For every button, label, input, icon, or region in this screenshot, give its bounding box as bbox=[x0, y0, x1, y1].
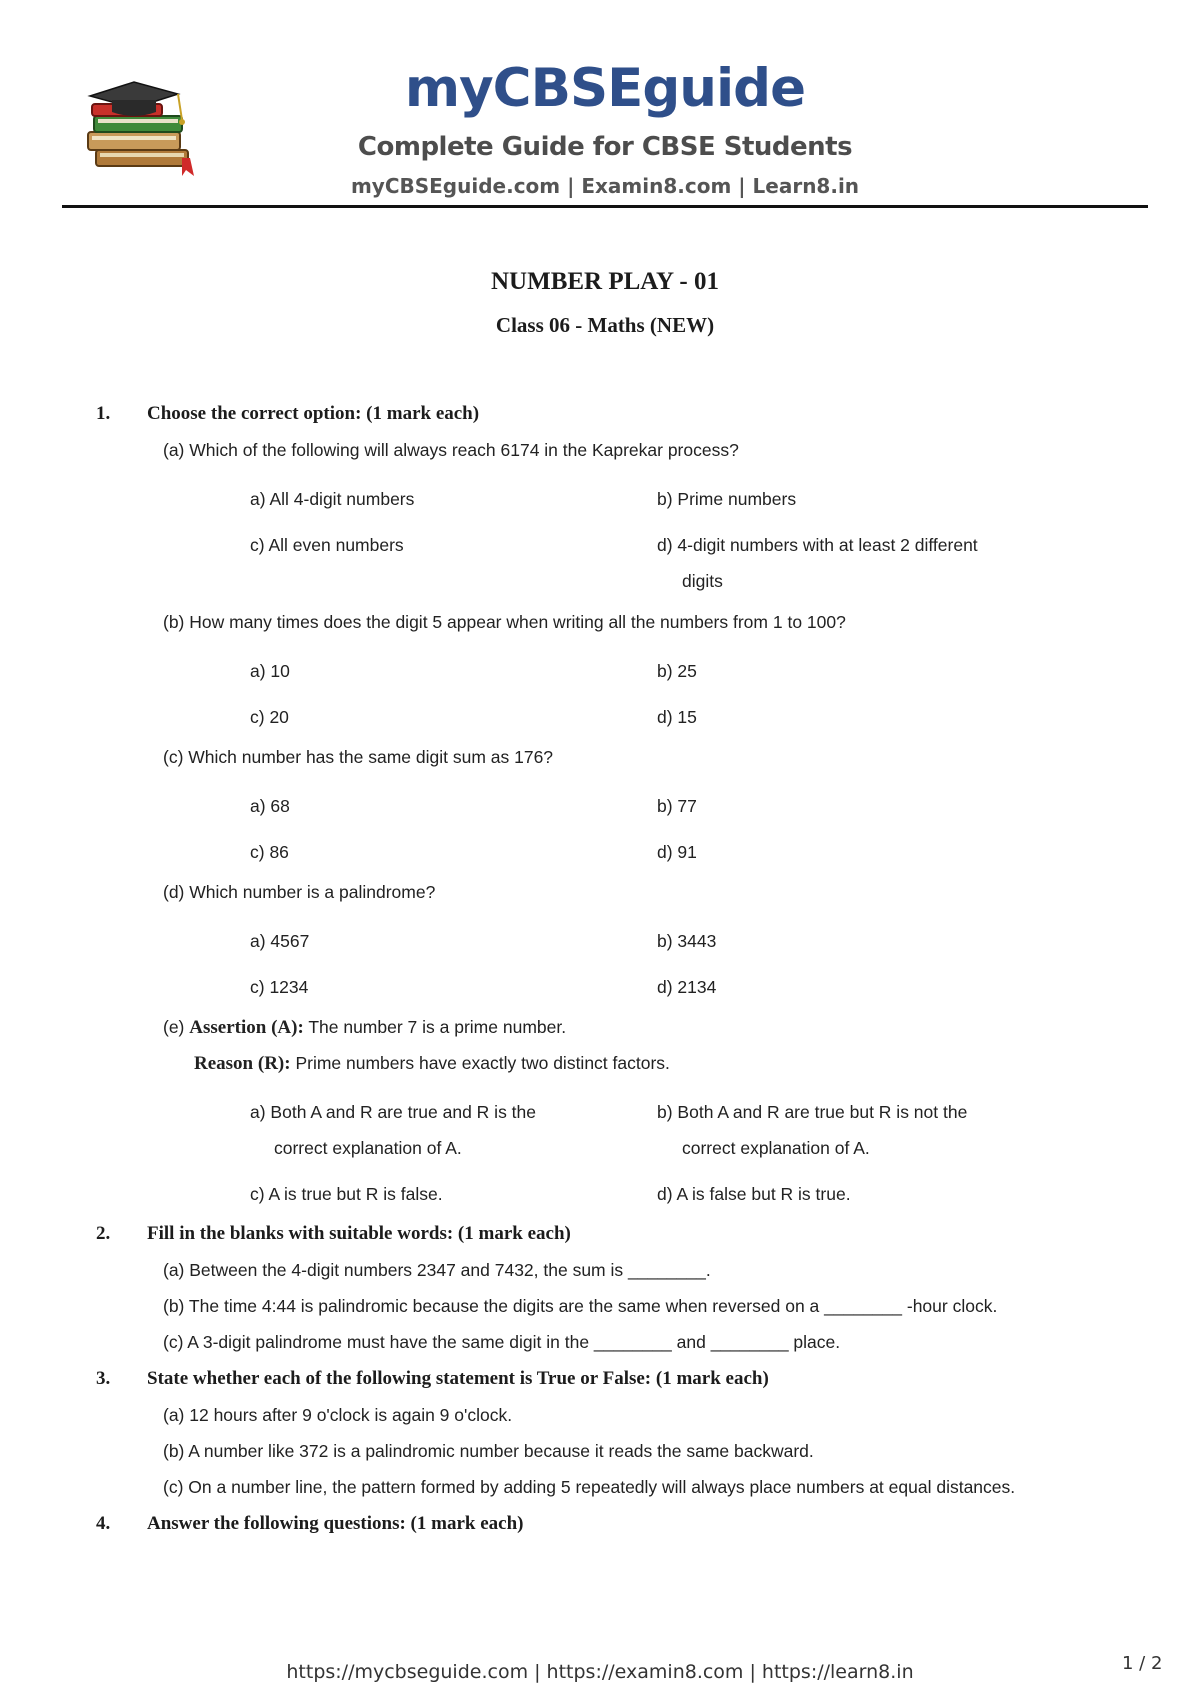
option: a) Both A and R are true and R is the bbox=[250, 1102, 537, 1122]
question-number: 2. bbox=[96, 1223, 111, 1244]
question-prompt: (b) How many times does the digit 5 appear when writing all the numbers from 1 to 100? bbox=[163, 612, 846, 632]
footer-links[interactable]: https://mycbseguide.com | https://examin8.com | https://learn8.in bbox=[286, 1661, 914, 1683]
assertion-text: The number 7 is a prime number. bbox=[308, 1017, 567, 1037]
question-heading: State whether each of the following statement is True or False: (1 mark each) bbox=[147, 1368, 769, 1389]
question-number: 3. bbox=[96, 1368, 111, 1389]
question-number: 4. bbox=[96, 1513, 111, 1534]
question-prompt: (a) Which of the following will always reach 6174 in the Kaprekar process? bbox=[163, 440, 739, 460]
header-divider bbox=[62, 205, 1148, 208]
fill-blank-item: (a) Between the 4-digit numbers 2347 and 7432, the sum is ________. bbox=[163, 1260, 711, 1280]
worksheet-title: NUMBER PLAY - 01 bbox=[490, 268, 719, 295]
true-false-item: (c) On a number line, the pattern formed by adding 5 repeatedly will always place numbers at equal distances. bbox=[163, 1477, 1016, 1497]
question-prompt: (d) Which number is a palindrome? bbox=[163, 882, 436, 902]
assertion-label: Assertion (A): bbox=[189, 1017, 304, 1038]
option: b) Both A and R are true but R is not the bbox=[657, 1102, 968, 1122]
brand-tagline: Complete Guide for CBSE Students bbox=[357, 132, 853, 162]
option: b) 77 bbox=[657, 796, 697, 816]
question-heading: Answer the following questions: (1 mark each) bbox=[147, 1513, 524, 1534]
option: d) 15 bbox=[657, 707, 697, 727]
option: c) A is true but R is false. bbox=[250, 1184, 443, 1204]
assertion-line bbox=[163, 1017, 566, 1039]
option: d) A is false but R is true. bbox=[657, 1184, 851, 1204]
page-number: 1 / 2 bbox=[1122, 1653, 1163, 1674]
option: c) 1234 bbox=[250, 977, 309, 997]
option: a) 4567 bbox=[250, 931, 310, 951]
fill-blank-item: (c) A 3-digit palindrome must have the same digit in the ________ and ________ place. bbox=[163, 1332, 841, 1352]
option-continuation: correct explanation of A. bbox=[682, 1138, 870, 1158]
option: b) 3443 bbox=[657, 931, 717, 951]
brand-sites: myCBSEguide.com | Examin8.com | Learn8.in bbox=[350, 174, 860, 198]
sub-label: (e) bbox=[163, 1017, 185, 1037]
worksheet-subtitle: Class 06 - Maths (NEW) bbox=[495, 313, 715, 337]
reason-line bbox=[194, 1053, 670, 1075]
option: a) 10 bbox=[250, 661, 290, 681]
option: b) 25 bbox=[657, 661, 697, 681]
reason-label: Reason (R): bbox=[194, 1053, 291, 1074]
option: a) 68 bbox=[250, 796, 290, 816]
reason-text: Prime numbers have exactly two distinct factors. bbox=[295, 1053, 670, 1073]
brand-title: myCBSEguide bbox=[404, 58, 806, 119]
option: c) 86 bbox=[250, 842, 289, 862]
option: a) All 4-digit numbers bbox=[250, 489, 415, 509]
true-false-item: (b) A number like 372 is a palindromic number because it reads the same backward. bbox=[163, 1441, 814, 1461]
true-false-item: (a) 12 hours after 9 o'clock is again 9 o'clock. bbox=[163, 1405, 513, 1425]
fill-blank-item: (b) The time 4:44 is palindromic because the digits are the same when reversed on a ________ -hour clock. bbox=[163, 1296, 998, 1316]
question-heading: Fill in the blanks with suitable words: (1 mark each) bbox=[147, 1223, 571, 1244]
option: c) 20 bbox=[250, 707, 289, 727]
option-continuation: digits bbox=[682, 571, 723, 591]
question-heading: Choose the correct option: (1 mark each) bbox=[147, 403, 480, 424]
option-continuation: correct explanation of A. bbox=[274, 1138, 462, 1158]
option: d) 91 bbox=[657, 842, 697, 862]
option: c) All even numbers bbox=[250, 535, 404, 555]
option: d) 2134 bbox=[657, 977, 717, 997]
question-prompt: (c) Which number has the same digit sum as 176? bbox=[163, 747, 554, 767]
option: b) Prime numbers bbox=[657, 489, 797, 509]
option: d) 4-digit numbers with at least 2 different bbox=[657, 535, 978, 555]
question-number: 1. bbox=[96, 403, 111, 424]
